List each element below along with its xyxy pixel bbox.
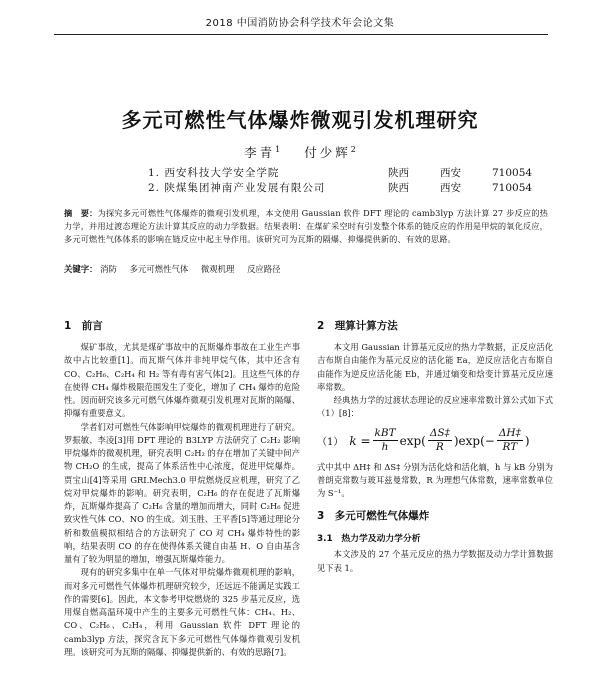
affiliation-city: 西安 bbox=[440, 182, 461, 194]
body-paragraph: 现有的研究多集中在单一气体对甲烷爆炸微观机理的影响，而对多元可燃性气体爆炸机理研究较少，还远远不能满足实践工作的需要[6]。因此，本文参考甲烷燃烧的 325 步基元反应，选用煤自燃高温环境中产生的主要多元可燃性气体：CH₄、H₂、CO、C₂H₆、C₂H₄，利用 Gaussian 软件 DFT 理论的 camb3lyp 方法，探究含瓦下多元可燃性气体爆炸微观引发机理。该研究可为瓦斯的隔爆、抑爆提供新的、有效的思路[7]。 bbox=[64, 567, 300, 657]
fraction-numerator: ΔH‡ bbox=[498, 427, 521, 439]
author-name: 付少辉 bbox=[304, 145, 351, 160]
keywords-label: 关键字： bbox=[64, 264, 98, 274]
abstract-label: 摘 要： bbox=[64, 208, 98, 218]
affiliation-province: 陕西 bbox=[388, 167, 409, 179]
fraction bbox=[497, 427, 523, 454]
section-heading: 1 前言 bbox=[64, 320, 103, 332]
fraction-denominator: h bbox=[381, 441, 389, 453]
keyword: 微观机理 bbox=[200, 264, 235, 274]
affiliation-province: 陕西 bbox=[388, 182, 409, 194]
subsection-heading: 3.1 热力学及动力学分析 bbox=[317, 534, 421, 545]
affiliation-org: 1. 西安科技大学安全学院 bbox=[148, 167, 280, 179]
section-heading: 2 理算计算方法 bbox=[317, 320, 398, 332]
body-paragraph: 本文涉及的 27 个基元反应的热力学数据及动力学计算数据见下表 1。 bbox=[317, 549, 553, 573]
equation-lhs: k = bbox=[349, 433, 371, 448]
paper-title: 多元可燃性气体爆炸微观引发机理研究 bbox=[121, 108, 479, 132]
affiliation-row bbox=[148, 180, 532, 195]
keyword: 消防 bbox=[100, 264, 117, 274]
section-heading: 3 多元可燃性气体爆炸 bbox=[317, 510, 430, 523]
header-rule bbox=[54, 34, 548, 35]
author-line bbox=[0, 143, 600, 161]
affiliation-city: 西安 bbox=[440, 167, 461, 179]
rate-equation: （1） k = $\frac{\text{kBT}}{h}$ exp( $\frac{\Delta S\ddagger}{R}$ )exp(− $\frac{\Delta H\ddagger}{RT}$ ) bbox=[317, 427, 530, 453]
affiliation-zip: 710054 bbox=[492, 182, 533, 194]
fraction bbox=[428, 427, 452, 454]
abstract bbox=[64, 207, 548, 247]
right-column bbox=[317, 318, 553, 575]
keyword: 多元可燃性气体 bbox=[129, 264, 189, 274]
author-affil-mark: 1 bbox=[275, 144, 281, 154]
fraction bbox=[373, 427, 398, 454]
fraction-numerator: ΔS‡ bbox=[429, 427, 450, 439]
author-name: 李青 bbox=[244, 145, 276, 160]
body-paragraph: 学者们对可燃性气体影响甲烷爆炸的微观机理进行了研究。罗振敏、李凌[3]用 DFT 理论的 B3LYP 方法研究了 C₂H₂ 影响甲烷爆炸的微观机理，研究表明 C₂H₂ 的存在增加了关键中间产物 CH₂O 的生成，提高了体系活性中心浓度，促进甲烷爆炸。贾宝山[4]等采用 GRI.Mech3.0 甲烷燃烧反应机理，研究了乙烷对甲烷爆炸的影响。研究表明，C₂H₆ 的存在促进了瓦斯爆炸，瓦斯爆炸提高了 C₂H₆ 含量的增加而增大，同时 C₂H₆ 促进致灾性气体 CO、NO 的生成。刘玉胜、王平香[5]等通过理论分析和数值模拟相结合的方法研究了 CO 对 CH₄ 爆炸特性的影响，结果表明 CO 的存在使得体系关键自由基 H、O 自由基含量有了较为明显的增加，增强瓦斯爆炸能力。 bbox=[64, 421, 300, 564]
fraction-numerator: kBT bbox=[374, 427, 396, 439]
left-column bbox=[64, 318, 300, 659]
author-affil-mark: 2 bbox=[350, 144, 356, 154]
affiliation-zip: 710054 bbox=[492, 167, 533, 179]
affiliation-row bbox=[148, 165, 532, 180]
body-paragraph: 经典热力学的过渡状态理论的反应速率常数计算公式如下式（1）[8]： bbox=[317, 395, 553, 419]
body-paragraph: 式中其中 ΔH‡ 和 ΔS‡ 分别为活化焓和活化熵，h 与 kB 分别为普朗克常数与玻耳兹曼常数，R 为理想气体常数，速率常数单位为 S⁻¹。 bbox=[317, 461, 553, 498]
keyword: 反应路径 bbox=[247, 264, 281, 274]
fraction-denominator: RT bbox=[502, 441, 518, 453]
affiliation-org: 2. 陕煤集团神南产业发展有限公司 bbox=[148, 182, 326, 194]
keywords bbox=[64, 263, 548, 275]
running-header: 2018 中国消防协会科学技术年会论文集 bbox=[205, 18, 395, 29]
abstract-text: 为探究多元可燃性气体爆炸的微观引发机理，本文使用 Gaussian 软件 DFT 理论的 camb3lyp 方法计算 27 步反应的热力学，并用过渡态理论方法计算其反应的动力学数据。结果表明：在煤矿采空时有引发整个体系的链反应的作用是甲烷的氧化反应，多元可燃性气体体系的影响在链反应中起主导作用。该研究可为瓦斯的隔爆、抑爆提供新的、有效的思路。 bbox=[64, 208, 548, 245]
fraction-denominator: R bbox=[435, 441, 444, 453]
equation-number: （1） bbox=[317, 437, 344, 448]
body-paragraph: 煤矿事故，尤其是煤矿事故中的瓦斯爆炸事故在工业生产事故中占比较重[1]。而瓦斯气体并非纯甲烷气体，其中还含有 CO、C₂H₆、C₂H₄ 和 H₂ 等有毒有害气体[2]。且这些气体的存在使得 CH₄ 爆炸极限范围发生了变化，增加了 CH₄ 爆炸的危险性。因而研究该多元可燃气体爆炸微观引发机理对瓦斯的隔爆、抑爆有重要意义。 bbox=[64, 342, 300, 419]
body-paragraph: 本文用 Gaussian 计算基元反应的热力学数据，正反应活化吉布斯自由能作为基元反应的活化能 Ea，逆反应活化吉布斯自由能作为逆反应活化能 Eb，并通过熵变和焓变计算基元反应速率常数。 bbox=[317, 342, 553, 392]
